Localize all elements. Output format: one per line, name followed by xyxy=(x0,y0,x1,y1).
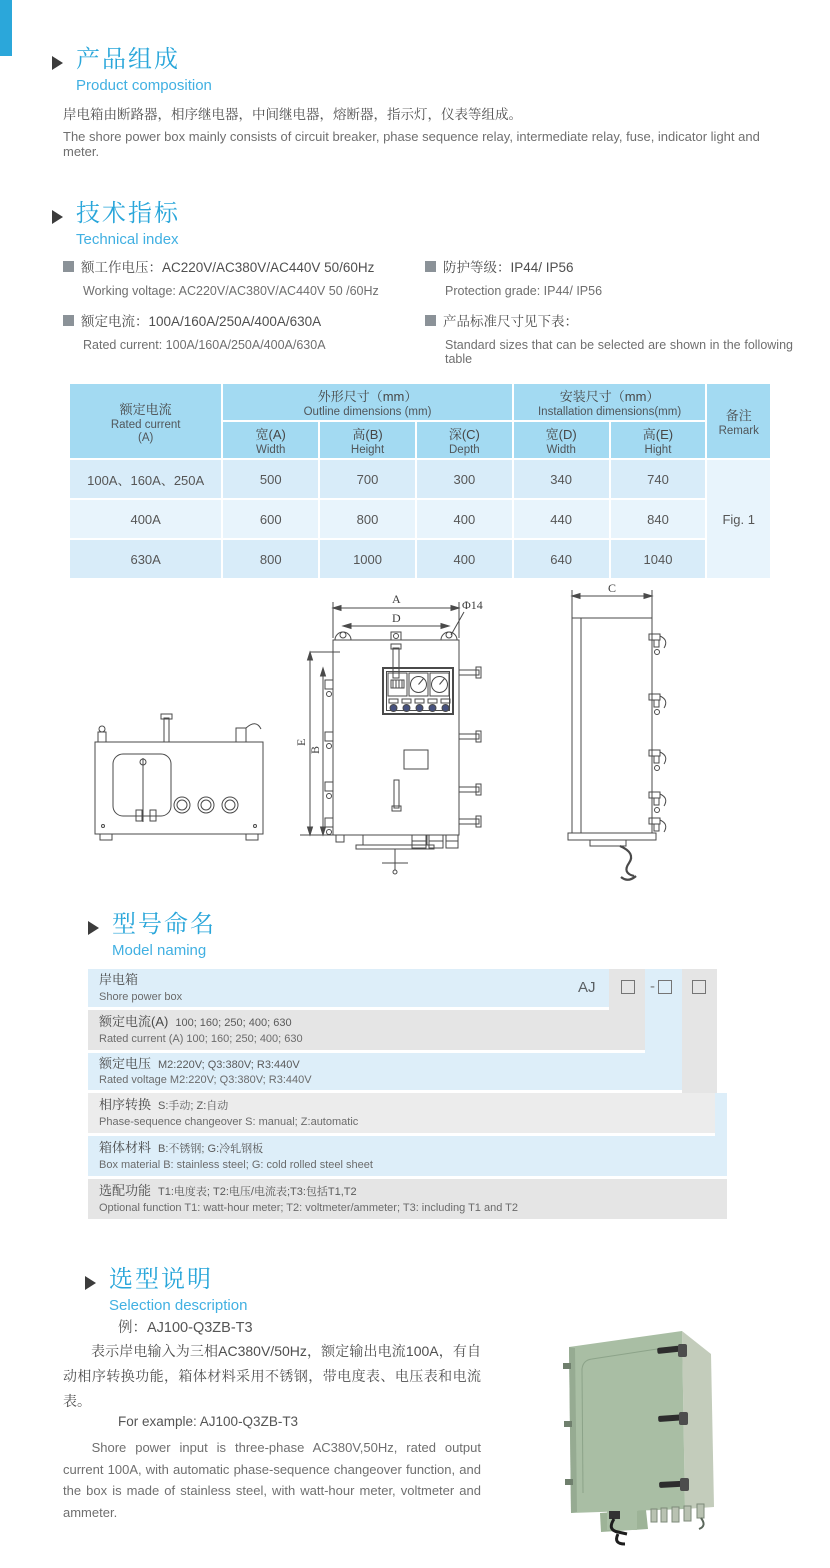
col-header-width-d: 宽(D) Width xyxy=(514,422,609,458)
selection-paragraph-zh: 表示岸电输入为三相AC380V/50Hz，额定输出电流100A，有自动相序转换功能，箱体材料采用不锈钢，带电度表、电压表和电流表。 xyxy=(63,1343,481,1409)
cell-value: 740 xyxy=(611,460,706,498)
cell-value: 400 xyxy=(417,500,512,538)
triangle-marker-icon xyxy=(52,210,63,224)
dim-label-d: D xyxy=(392,611,401,625)
section-title-en: Selection description xyxy=(109,1297,248,1315)
section-title-en: Model naming xyxy=(112,942,207,960)
section-heading-selection-description xyxy=(85,1267,247,1314)
code-box-icon xyxy=(658,980,672,994)
model-code-prefix: AJ xyxy=(578,979,596,996)
cell-current: 630A xyxy=(70,540,221,578)
triangle-marker-icon xyxy=(52,56,63,70)
selection-example-en: For example: AJ100-Q3ZB-T3 xyxy=(118,1414,299,1429)
side-view-drawing xyxy=(568,590,666,880)
cell-value: 700 xyxy=(320,460,415,498)
composition-body-zh: 岸电箱由断路器，相序继电器，中间继电器，熔断器，指示灯，仪表等组成。 xyxy=(63,107,522,122)
spec-rated-current-zh: 额定电流：100A/160A/250A/400A/630A xyxy=(63,310,321,330)
section-heading-model-naming xyxy=(88,912,216,959)
col-header-depth-c: 深(C) Depth xyxy=(417,422,512,458)
section-heading-product-composition xyxy=(52,47,212,94)
dim-label-c: C xyxy=(608,582,617,595)
cell-value: 1040 xyxy=(611,540,706,578)
cell-remark: Fig. 1 xyxy=(707,460,770,578)
code-dash: - xyxy=(650,978,655,995)
naming-row-rated-current: 额定电流(A) 100; 160; 250; 400; 630 Rated current (A) 100; 160; 250; 400; 630 xyxy=(88,1010,645,1050)
triangle-marker-icon xyxy=(88,921,99,935)
col-header-rated-current: 额定电流 Rated current (A) xyxy=(70,384,221,458)
technical-drawing xyxy=(60,582,780,890)
col-header-height-e: 高(E) Hight xyxy=(611,422,706,458)
col-header-remark: 备注 Remark xyxy=(707,384,770,458)
size-table-grid xyxy=(68,382,772,580)
spec-working-voltage-en: Working voltage: AC220V/AC380V/AC440V 50 /60Hz xyxy=(83,284,379,298)
bottom-view-drawing xyxy=(95,714,263,840)
square-bullet-icon xyxy=(425,261,436,272)
selection-paragraph-en: Shore power input is three-phase AC380V,50Hz, rated output current 100A, with automatic phase-sequence changeover function, and the box is made of stainless steel, with watt-hour meter, voltmeter and ammeter. xyxy=(63,1440,481,1520)
square-bullet-icon xyxy=(63,261,74,272)
spec-standard-sizes-en: Standard sizes that can be selected are shown in the following table xyxy=(445,338,793,366)
col-header-width-a: 宽(A) Width xyxy=(223,422,318,458)
front-view-drawing xyxy=(300,602,481,874)
naming-row-phase-sequence: 相序转换 S:手动; Z:自动 Phase-sequence changeover S: manual; Z:automatic xyxy=(88,1093,715,1133)
dim-label-e: E xyxy=(294,738,308,746)
table-row xyxy=(70,500,770,538)
spec-protection-grade-zh: 防护等级：IP44/ IP56 xyxy=(425,256,574,276)
product-photo-shore-power-box xyxy=(545,1295,830,1568)
cell-value: 840 xyxy=(611,500,706,538)
section-title-en: Technical index xyxy=(76,231,179,249)
col-header-height-b: 高(B) Height xyxy=(320,422,415,458)
dim-label-b: B xyxy=(308,745,322,754)
section-title-zh: 产品组成 xyxy=(76,46,180,73)
code-box-icon xyxy=(692,980,706,994)
col-header-outline-dimensions: 外形尺寸（mm） Outline dimensions (mm) xyxy=(223,384,511,420)
spec-working-voltage-zh: 额工作电压：AC220V/AC380V/AC440V 50/60Hz xyxy=(63,256,374,276)
section-title-en: Product composition xyxy=(76,77,212,95)
size-table xyxy=(68,382,772,580)
cell-value: 400 xyxy=(417,540,512,578)
code-box-icon xyxy=(621,980,635,994)
spec-protection-grade-en: Protection grade: IP44/ IP56 xyxy=(445,284,603,298)
cell-value: 500 xyxy=(223,460,318,498)
triangle-marker-icon xyxy=(85,1276,96,1290)
composition-body-en: The shore power box mainly consists of circuit breaker, phase sequence relay, intermediate relay, fuse, indicator light and meter. xyxy=(63,129,760,159)
dim-label-a: A xyxy=(392,592,401,606)
section-heading-technical-index xyxy=(52,201,180,248)
square-bullet-icon xyxy=(63,315,74,326)
table-row xyxy=(70,540,770,578)
table-row xyxy=(70,460,770,498)
cell-value: 440 xyxy=(514,500,609,538)
square-bullet-icon xyxy=(425,315,436,326)
naming-row-shore-power-box: 岸电箱 Shore power box xyxy=(88,969,609,1007)
cell-value: 1000 xyxy=(320,540,415,578)
cell-value: 340 xyxy=(514,460,609,498)
cell-current: 100A、160A、250A xyxy=(70,460,221,498)
col-header-installation-dimensions: 安装尺寸（mm） Installation dimensions(mm) xyxy=(514,384,706,420)
cell-value: 800 xyxy=(320,500,415,538)
cabinet-illustration xyxy=(563,1331,714,1544)
corner-accent-bar xyxy=(0,0,12,56)
cell-current: 400A xyxy=(70,500,221,538)
naming-row-rated-voltage: 额定电压 M2:220V; Q3:380V; R3:440V Rated voltage M2:220V; Q3:380V; R3:440V xyxy=(88,1053,682,1090)
section-title-zh: 技术指标 xyxy=(76,200,180,227)
hole-label-phi14: Φ14 xyxy=(462,598,483,612)
naming-connector-column xyxy=(715,1093,727,1136)
cell-value: 800 xyxy=(223,540,318,578)
naming-row-box-material: 箱体材料 B:不锈钢; G:冷轧钢板 Box material B: stainless steel; G: cold rolled steel sheet xyxy=(88,1136,727,1176)
spec-rated-current-en: Rated current: 100A/160A/250A/400A/630A xyxy=(83,338,326,352)
naming-row-optional-function: 选配功能 T1:电度表; T2:电压/电流表;T3:包括T1,T2 Optional function T1: watt-hour meter; T2: voltmeter/ammeter; T3: including T1 and T2 xyxy=(88,1179,727,1219)
section-title-zh: 型号命名 xyxy=(112,911,216,938)
spec-standard-sizes-zh: 产品标准尺寸见下表： xyxy=(425,310,578,330)
section-title-zh: 选型说明 xyxy=(109,1266,213,1293)
cell-value: 300 xyxy=(417,460,512,498)
cell-value: 600 xyxy=(223,500,318,538)
selection-example-zh: 例：AJ100-Q3ZB-T3 xyxy=(118,1320,253,1336)
cell-value: 640 xyxy=(514,540,609,578)
